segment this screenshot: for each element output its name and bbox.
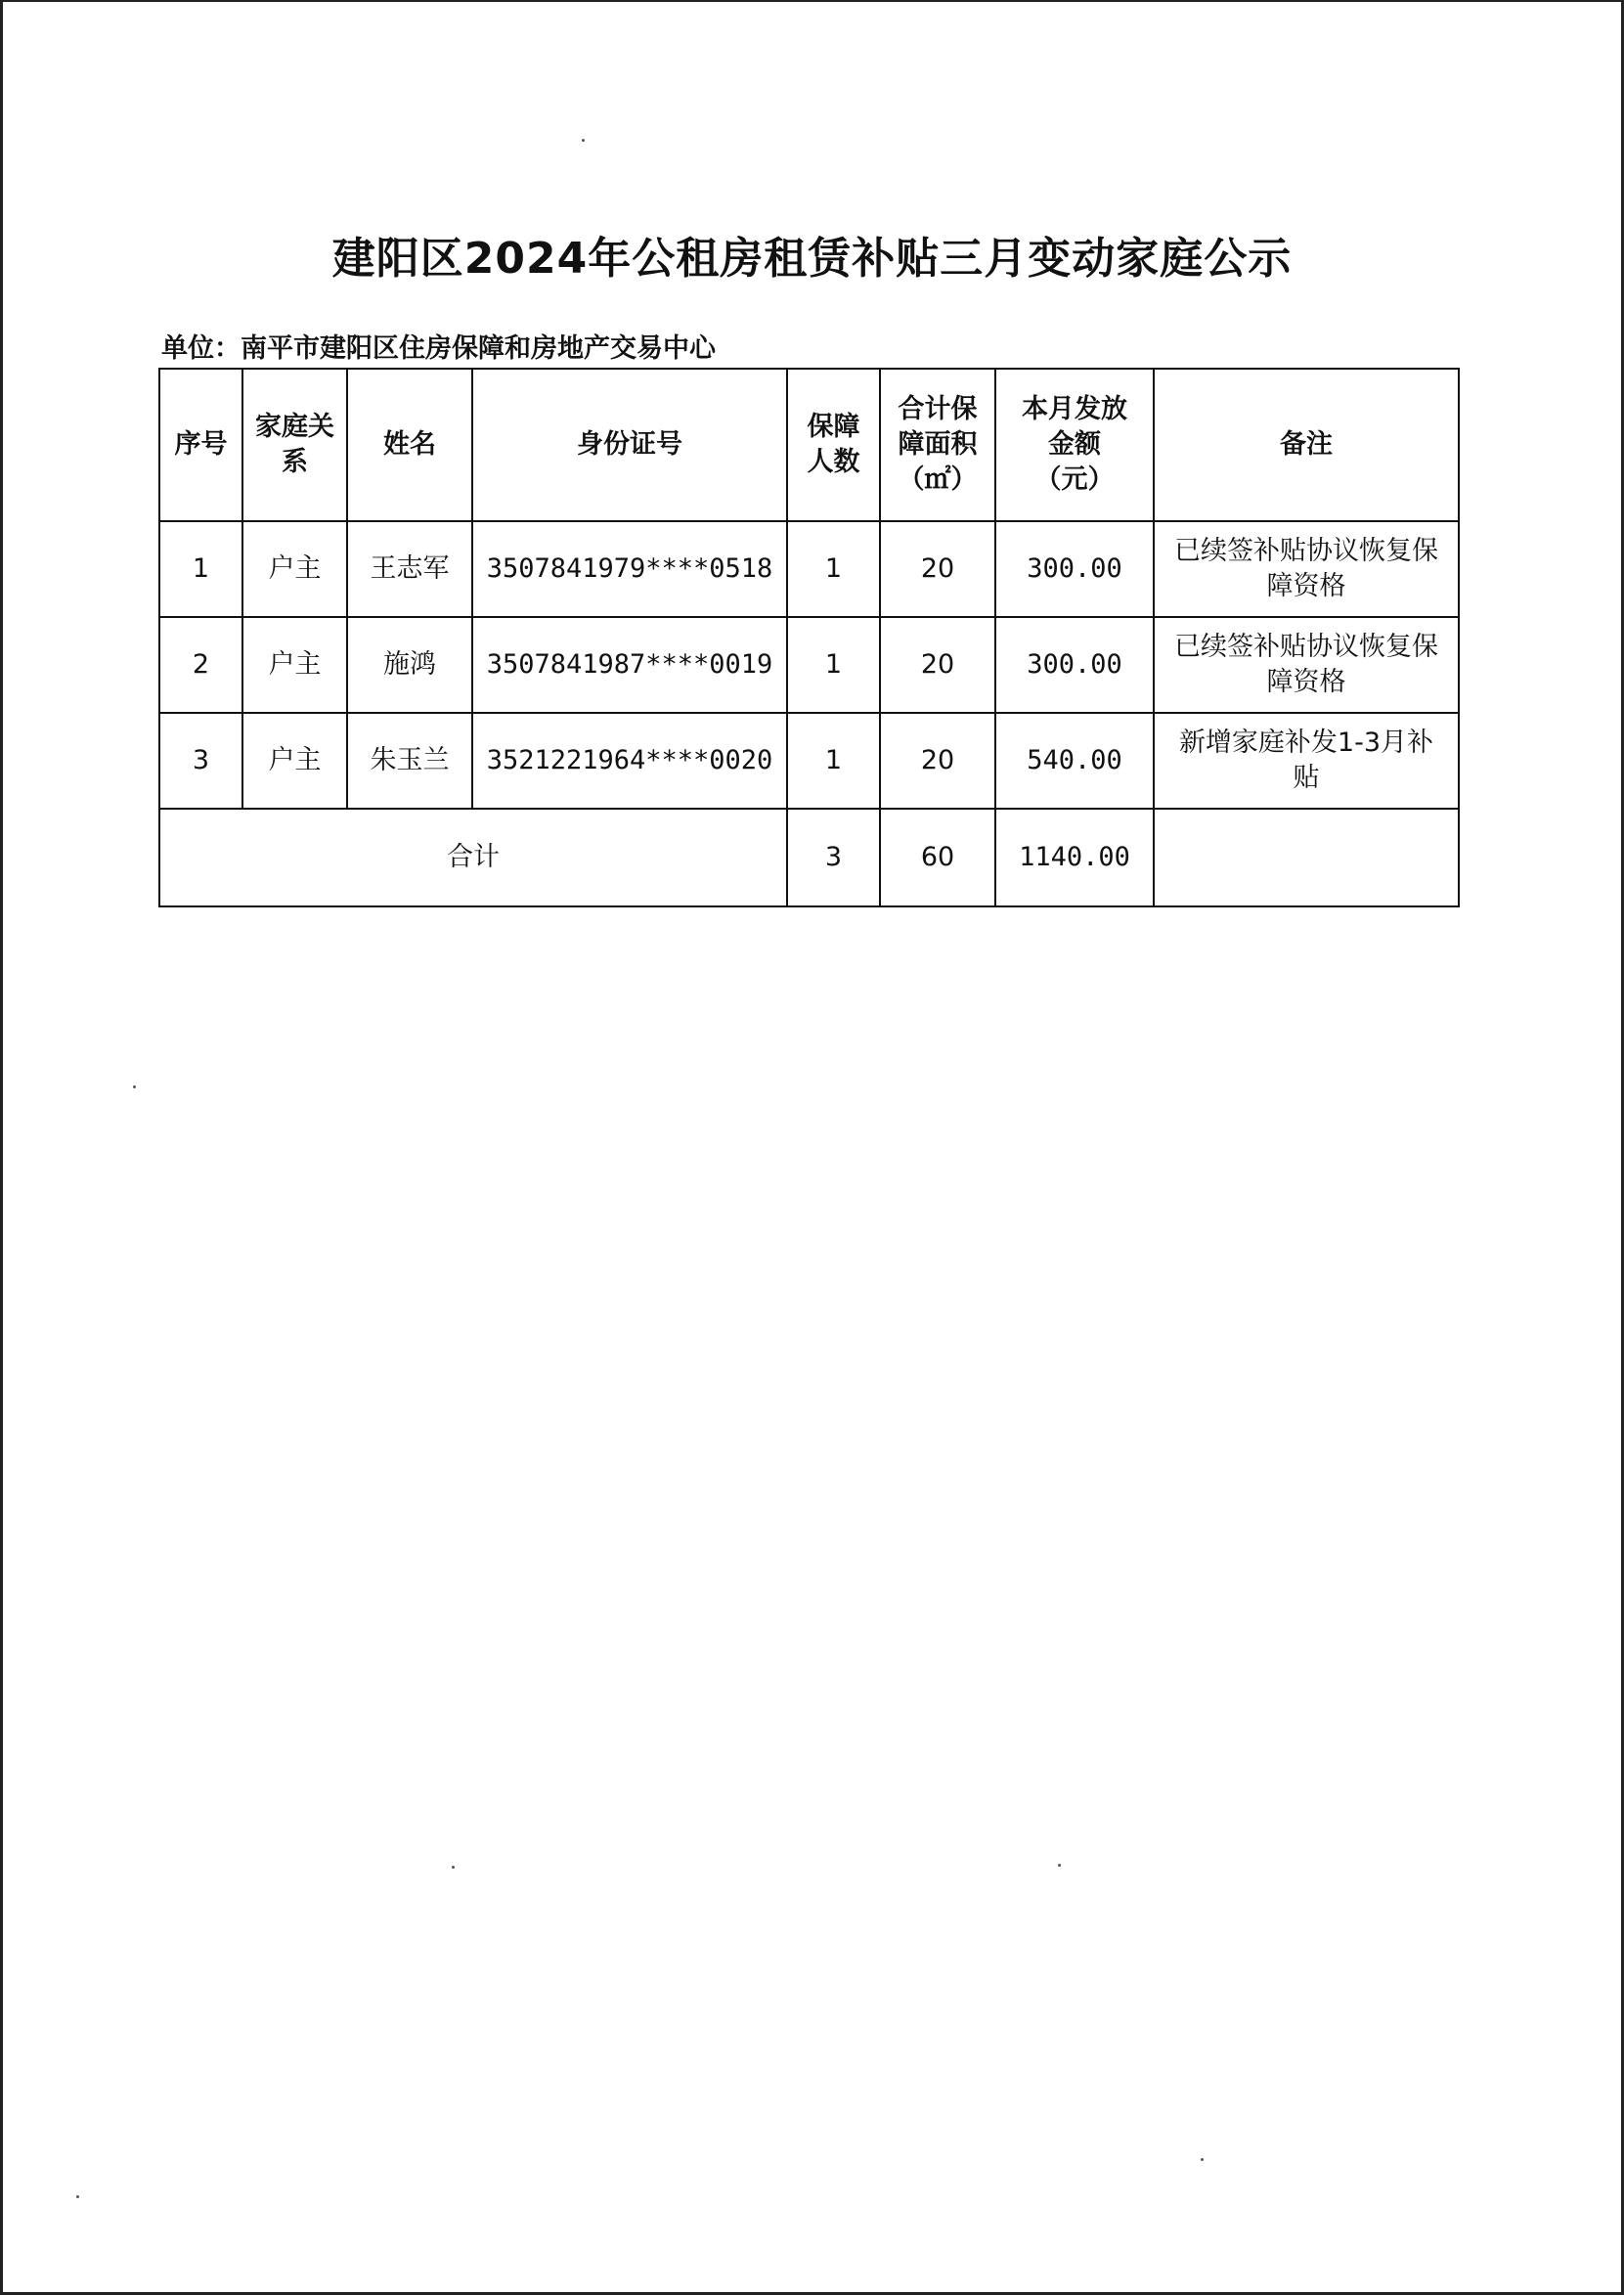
cell-remarks-line-1: 已续签补贴协议恢复保 [1174, 632, 1438, 662]
scan-speck [452, 1866, 455, 1869]
cell-remarks [1154, 521, 1459, 617]
document-title: 建阳区2024年公租房租赁补贴三月变动家庭公示 [331, 234, 1293, 284]
cell-area: 20 [880, 617, 995, 713]
cell-id-number: 3507841987****0019 [472, 617, 787, 713]
header-persons [787, 369, 880, 521]
header-amount-line-2: 金额 [1048, 429, 1101, 460]
cell-remarks-line-2: 障资格 [1266, 667, 1346, 697]
cell-remarks-line-2: 障资格 [1266, 571, 1346, 601]
cell-remarks-line-1: 已续签补贴协议恢复保 [1174, 536, 1438, 566]
cell-amount: 300.00 [995, 617, 1154, 713]
cell-amount: 300.00 [995, 521, 1154, 617]
cell-amount: 540.00 [995, 713, 1154, 809]
total-amount: 1140.00 [995, 809, 1154, 906]
total-persons: 3 [787, 809, 880, 906]
header-area-line-3: （㎡） [898, 464, 978, 495]
scan-speck [1201, 2158, 1204, 2161]
scan-speck [1058, 1864, 1061, 1867]
cell-seq: 3 [159, 713, 242, 809]
cell-remarks-line-2: 贴 [1293, 763, 1320, 793]
header-remarks: 备注 [1154, 369, 1459, 521]
scan-speck [76, 2195, 79, 2198]
cell-area: 20 [880, 713, 995, 809]
header-name: 姓名 [347, 369, 472, 521]
cell-area: 20 [880, 521, 995, 617]
header-persons-line-1: 保障 [807, 412, 860, 442]
header-relation-line-2: 系 [282, 447, 308, 477]
cell-relation: 户主 [242, 713, 347, 809]
issuing-unit: 单位：南平市建阳区住房保障和房地产交易中心 [161, 333, 716, 364]
scan-speck [133, 1085, 136, 1088]
cell-relation: 户主 [242, 521, 347, 617]
table-row [159, 617, 1459, 713]
header-relation-line-1: 家庭关 [255, 412, 334, 442]
table-total-row [159, 809, 1459, 906]
table-header-row [159, 369, 1459, 521]
cell-seq: 2 [159, 617, 242, 713]
table-row [159, 521, 1459, 617]
header-area [880, 369, 995, 521]
cell-remarks [1154, 713, 1459, 809]
header-amount-line-3: （元） [1034, 464, 1115, 495]
cell-remarks-line-1: 新增家庭补发1-3月补 [1178, 728, 1434, 758]
cell-persons: 1 [787, 617, 880, 713]
total-label: 合计 [159, 809, 787, 906]
cell-persons: 1 [787, 521, 880, 617]
header-persons-line-2: 人数 [807, 447, 860, 477]
table-row [159, 713, 1459, 809]
subsidy-table [158, 368, 1460, 907]
cell-relation: 户主 [242, 617, 347, 713]
header-relation [242, 369, 347, 521]
cell-name: 施鸿 [347, 617, 472, 713]
scan-speck [582, 139, 585, 142]
header-amount [995, 369, 1154, 521]
header-area-line-2: 障面积 [898, 429, 978, 460]
cell-name: 朱玉兰 [347, 713, 472, 809]
header-area-line-1: 合计保 [898, 394, 978, 424]
cell-remarks [1154, 617, 1459, 713]
cell-persons: 1 [787, 713, 880, 809]
header-seq: 序号 [159, 369, 242, 521]
total-remarks [1154, 809, 1459, 906]
header-amount-line-1: 本月发放 [1022, 394, 1127, 424]
total-area: 60 [880, 809, 995, 906]
header-id-number: 身份证号 [472, 369, 787, 521]
cell-id-number: 3521221964****0020 [472, 713, 787, 809]
cell-name: 王志军 [347, 521, 472, 617]
cell-id-number: 3507841979****0518 [472, 521, 787, 617]
cell-seq: 1 [159, 521, 242, 617]
